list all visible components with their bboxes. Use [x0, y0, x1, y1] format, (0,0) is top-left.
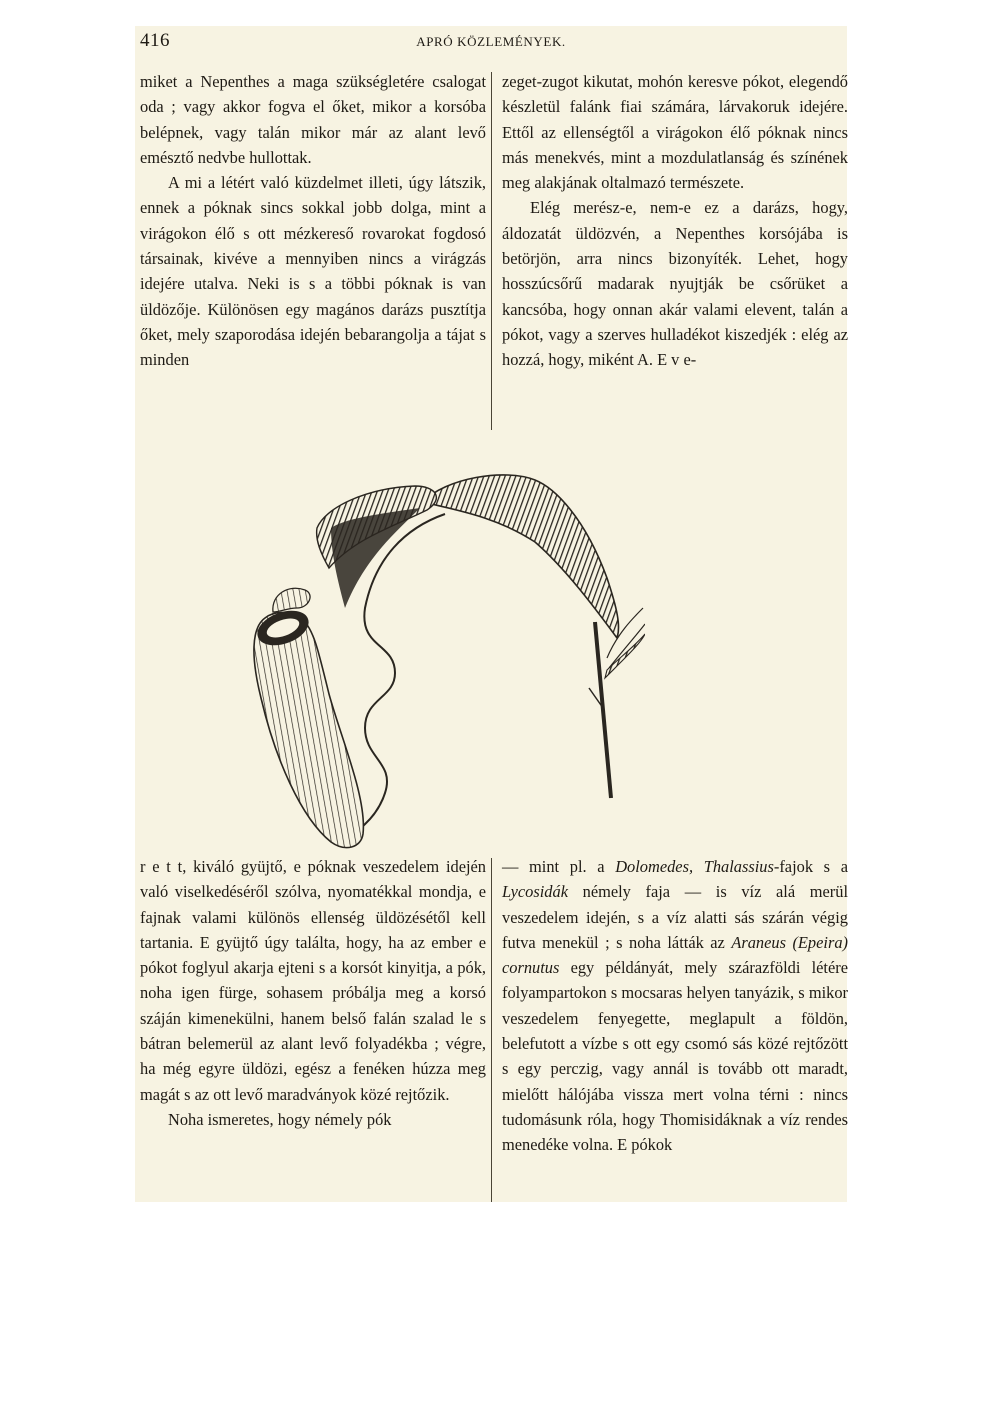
text-run: némely faja — is víz alá merül veszedelem idején, s a víz alatti sás szárán végig futva menekül ; s noha látták az	[502, 882, 848, 952]
paragraph: zeget-zugot kikutat, mohón keresve pókot, elegendő készletül falánk fiai számára, lárvakoruk idejére. Ettől az ellenségtől a virágokon élő póknak nincs más menekvés, mint a mozdulatlanság és színének meg alakjának oltalmazó természete.	[502, 72, 848, 193]
left-column-bottom	[140, 854, 486, 1132]
column-rule	[491, 858, 492, 1202]
running-head	[135, 26, 847, 58]
right-column-bottom	[502, 854, 848, 1158]
text-run: egy példányát, mely szárazföldi létére folyampartokon s mocsaras helyen tanyázik, s mikor veszedelem fenyegette, meglapult a földön, belefutott a vízbe s ott egy csomó sás közé rejtőzött s egy perczig, vagy annál is tovább ott maradt, mielőtt hálójába vissza mert volna térni : nincs tudomásunk róla, hogy Thomisidáknak a víz rendes menedéke volna. E pókok	[502, 958, 848, 1155]
paragraph: miket a Nepenthes a maga szükségletére csalogat oda ; vagy akkor fogva el őket, mikor a korsóba belépnek, vagy talán mikor már az alant levő emésztő nedvbe hullottak.	[140, 72, 486, 167]
left-column-top	[140, 69, 486, 373]
paragraph: r e t t, kiváló gyüjtő, e póknak veszedelem idején való viselkedéséről szólva, nyomatékkal mondja, e fajnak valami különös ellenség üldözésétől kell tartania. E gyüjtő úgy találta, hogy, ha az ember e pókot foglyul akarja ejteni s a korsót kinyitja, a pók, noha igen fürge, sohasem próbálja meg a korsó száján kimenekülni, hanem belső falán szalad le s bátran belemerül az alant levő folyadékba ; végre, ha még egyre üldözi, egész a fenéken húzza meg magát s az ott levő maradványok közé rejtőzik.	[140, 857, 486, 1104]
column-rule	[491, 72, 492, 430]
running-title: APRÓ KÖZLEMÉNYEK.	[416, 34, 566, 49]
paragraph: A mi a létért való küzdelmet illeti, úgy látszik, ennek a póknak sincs sokkal jobb dolga, mint a virágokon élő s ott mézkereső rovarokat fogdosó társainak, kivéve a mennyiben nincs a virágzás idejére utalva. Neki is s a többi póknak is van üldözője. Különösen egy magános darázs pusztítja őket, mely szaporodása idején bebarangolja a tájat s minden	[140, 173, 486, 370]
nepenthes-pitcher-illustration	[245, 458, 645, 868]
right-column-top	[502, 69, 848, 373]
page-number: 416	[140, 30, 170, 51]
text-run: — mint pl. a	[502, 857, 616, 876]
taxon-name: Dolomedes, Thalassius	[615, 857, 774, 876]
paragraph	[502, 854, 848, 1158]
paragraph: Elég merész-e, nem-e ez a darázs, hogy, áldozatát üldözvén, a Nepenthes korsójába is betörjön, arra nincs bizonyíték. Lehet, hogy hosszúcsőrű madarak nyujtják be csőrüket a kancsóba, hogy onnan akár valami elevent, talán a pókot, vagy a szerves hulladékot kiszedjék : elég az hozzá, hogy, miként A. E v e-	[502, 198, 848, 370]
book-page	[135, 26, 847, 1202]
taxon-name: Lycosidák	[502, 882, 568, 902]
paragraph: Noha ismeretes, hogy némely pók	[168, 1109, 392, 1129]
text-run: -fajok s a	[773, 857, 848, 876]
taxon-name: Araneus (Epeira) cornutus	[502, 932, 848, 978]
